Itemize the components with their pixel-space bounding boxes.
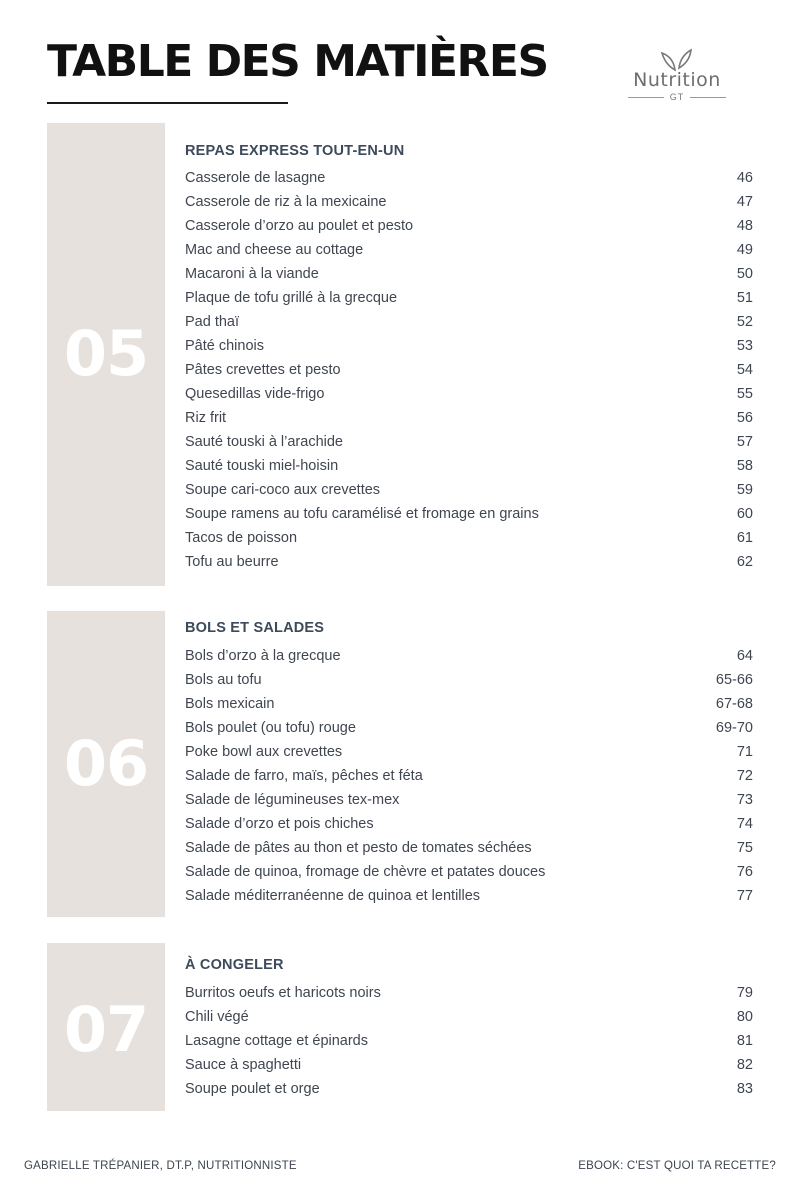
toc-entry — [185, 1029, 753, 1053]
entry-page-number: 50 — [736, 266, 753, 282]
entry-page-number: 60 — [736, 506, 753, 522]
entry-list — [185, 981, 753, 1101]
logo-subtitle: GT — [669, 92, 685, 102]
entry-title: Riz frit — [185, 410, 227, 426]
entry-title: Macaroni à la viande — [185, 266, 319, 282]
entry-title: Salade de légumineuses tex-mex — [185, 792, 400, 808]
entry-page-number: 77 — [736, 888, 753, 904]
toc-entry — [185, 764, 753, 788]
entry-list — [185, 644, 753, 908]
entry-page-number: 82 — [736, 1057, 753, 1073]
section-05 — [47, 123, 757, 586]
toc-entry — [185, 286, 753, 310]
entry-page-number: 55 — [736, 386, 753, 402]
entry-page-number: 64 — [736, 648, 753, 664]
entry-title: Pad thaï — [185, 314, 240, 330]
entry-page-number: 83 — [736, 1081, 753, 1097]
author-credit: GABRIELLE TRÉPANIER, DT.P, NUTRITIONNISTE — [24, 1160, 297, 1172]
entry-title: Salade de pâtes au thon et pesto de tomates séchées — [185, 840, 532, 856]
entry-page-number: 58 — [736, 458, 753, 474]
entry-title: Salade de quinoa, fromage de chèvre et patates douces — [185, 864, 546, 880]
toc-entry — [185, 334, 753, 358]
toc-entry — [185, 190, 753, 214]
toc-entry — [185, 812, 753, 836]
entry-title: Chili végé — [185, 1009, 249, 1025]
entry-page-number: 74 — [736, 816, 753, 832]
entry-page-number: 79 — [736, 985, 753, 1001]
entry-page-number: 54 — [736, 362, 753, 378]
entry-title: Burritos oeufs et haricots noirs — [185, 985, 381, 1001]
section-07 — [47, 943, 757, 1111]
entry-title: Soupe cari-coco aux crevettes — [185, 482, 381, 498]
ebook-title: EBOOK: C'EST QUOI TA RECETTE? — [578, 1160, 776, 1172]
toc-entry — [185, 740, 753, 764]
entry-title: Lasagne cottage et épinards — [185, 1033, 368, 1049]
toc-entry — [185, 238, 753, 262]
entry-page-number: 47 — [736, 194, 753, 210]
entry-title: Bols d’orzo à la grecque — [185, 648, 341, 664]
entry-title: Tacos de poisson — [185, 530, 298, 546]
entry-page-number: 52 — [736, 314, 753, 330]
section-number: 05 — [63, 317, 149, 390]
toc-entry — [185, 668, 753, 692]
entry-title: Soupe poulet et orge — [185, 1081, 320, 1097]
entry-title: Quesedillas vide-frigo — [185, 386, 325, 402]
toc-entry — [185, 262, 753, 286]
toc-entry — [185, 1077, 753, 1101]
toc-entry — [185, 502, 753, 526]
toc-entry — [185, 166, 753, 190]
toc-entry — [185, 214, 753, 238]
entry-page-number: 56 — [736, 410, 753, 426]
entry-page-number: 48 — [736, 218, 753, 234]
entry-title: Poke bowl aux crevettes — [185, 744, 343, 760]
toc-entry — [185, 550, 753, 574]
entry-title: Salade d’orzo et pois chiches — [185, 816, 374, 832]
entry-title: Mac and cheese au cottage — [185, 242, 364, 258]
toc-entry — [185, 860, 753, 884]
entry-title: Bols mexicain — [185, 696, 275, 712]
toc-entry — [185, 884, 753, 908]
toc-entry — [185, 692, 753, 716]
brand-logo — [624, 48, 730, 106]
entry-title: Tofu au beurre — [185, 554, 279, 570]
entry-page-number: 71 — [736, 744, 753, 760]
toc-entry — [185, 382, 753, 406]
section-heading: BOLS ET SALADES — [185, 620, 325, 636]
section-heading: À CONGELER — [185, 957, 284, 973]
entry-page-number: 67-68 — [715, 696, 753, 712]
entry-title: Casserole de lasagne — [185, 170, 326, 186]
entry-page-number: 73 — [736, 792, 753, 808]
toc-entry — [185, 981, 753, 1005]
entry-title: Casserole d’orzo au poulet et pesto — [185, 218, 414, 234]
entry-title: Salade de farro, maïs, pêches et féta — [185, 768, 423, 784]
entry-page-number: 59 — [736, 482, 753, 498]
logo-wordmark: Nutrition — [633, 69, 721, 91]
entry-title: Pâtes crevettes et pesto — [185, 362, 341, 378]
entry-title: Soupe ramens au tofu caramélisé et fromage en grains — [185, 506, 539, 522]
entry-page-number: 72 — [736, 768, 753, 784]
entry-title: Bols au tofu — [185, 672, 262, 688]
toc-entry — [185, 358, 753, 382]
entry-page-number: 75 — [736, 840, 753, 856]
toc-entry — [185, 788, 753, 812]
toc-entry — [185, 406, 753, 430]
toc-entry — [185, 430, 753, 454]
entry-title: Sauté touski à l’arachide — [185, 434, 343, 450]
entry-page-number: 53 — [736, 338, 753, 354]
toc-entry — [185, 1005, 753, 1029]
toc-entry — [185, 526, 753, 550]
entry-page-number: 69-70 — [715, 720, 753, 736]
entry-page-number: 46 — [736, 170, 753, 186]
entry-page-number: 81 — [736, 1033, 753, 1049]
entry-title: Sauté touski miel-hoisin — [185, 458, 339, 474]
page-title: TABLE DES MATIÈRES — [47, 36, 548, 87]
entry-page-number: 61 — [736, 530, 753, 546]
entry-title: Casserole de riz à la mexicaine — [185, 194, 387, 210]
toc-entry — [185, 478, 753, 502]
title-underline — [47, 102, 288, 104]
entry-page-number: 51 — [736, 290, 753, 306]
entry-title: Plaque de tofu grillé à la grecque — [185, 290, 398, 306]
entry-list — [185, 166, 753, 574]
entry-page-number: 49 — [736, 242, 753, 258]
toc-entry — [185, 1053, 753, 1077]
entry-title: Salade méditerranéenne de quinoa et lentilles — [185, 888, 481, 904]
entry-page-number: 57 — [736, 434, 753, 450]
section-06 — [47, 611, 757, 917]
entry-page-number: 80 — [736, 1009, 753, 1025]
section-number: 06 — [63, 727, 149, 800]
entry-page-number: 65-66 — [715, 672, 753, 688]
toc-entry — [185, 454, 753, 478]
toc-entry — [185, 836, 753, 860]
section-number: 07 — [63, 993, 149, 1066]
entry-page-number: 76 — [736, 864, 753, 880]
logo-rule-right — [690, 97, 726, 98]
entry-page-number: 62 — [736, 554, 753, 570]
entry-title: Bols poulet (ou tofu) rouge — [185, 720, 356, 736]
section-heading: REPAS EXPRESS TOUT-EN-UN — [185, 143, 405, 159]
toc-entry — [185, 716, 753, 740]
entry-title: Sauce à spaghetti — [185, 1057, 302, 1073]
toc-entry — [185, 644, 753, 668]
entry-title: Pâté chinois — [185, 338, 264, 354]
toc-entry — [185, 310, 753, 334]
